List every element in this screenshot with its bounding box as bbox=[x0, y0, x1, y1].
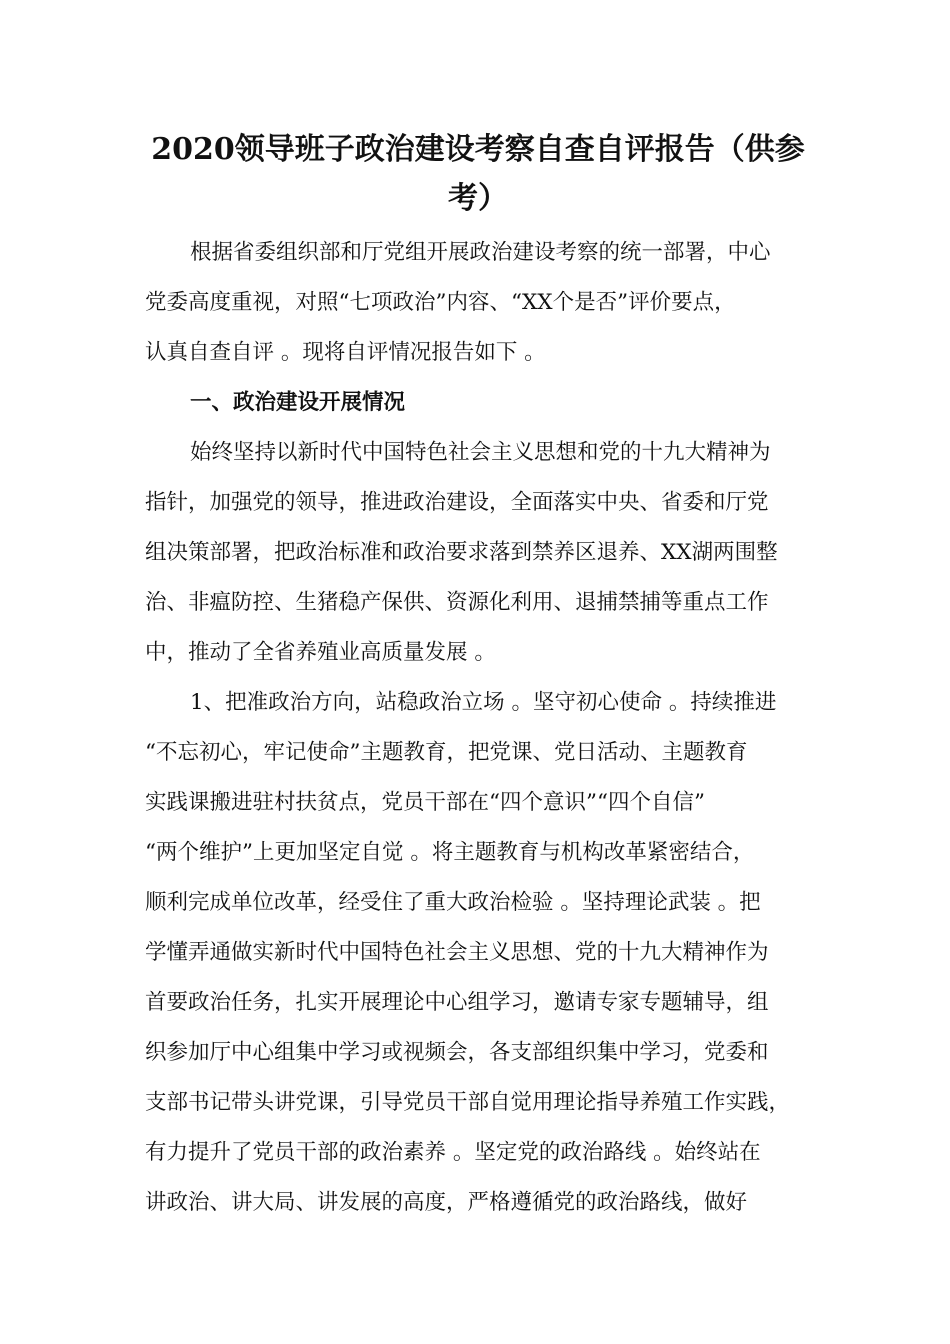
paragraph-line: 党委高度重视，对照“七项政治”内容、“XX个是否”评价要点， bbox=[145, 290, 736, 315]
paragraph-line: 织参加厅中心组集中学习或视频会，各支部组织集中学习，党委和 bbox=[145, 1040, 769, 1065]
paragraph-line: 中，推动了全省养殖业高质量发展 。 bbox=[145, 640, 496, 665]
paragraph-line: “两个维护”上更加坚定自觉 。将主题教育与机构改革紧密结合， bbox=[145, 840, 755, 865]
paragraph-line: 讲政治、讲大局、讲发展的高度，严格遵循党的政治路线，做好 bbox=[145, 1190, 748, 1215]
paragraph-line: 支部书记带头讲党课，引导党员干部自觉用理论指导养殖工作实践， bbox=[145, 1090, 791, 1115]
paragraph-line: 实践课搬进驻村扶贫点，党员干部在“四个意识”“四个自信” bbox=[145, 790, 705, 815]
paragraph-line: 始终坚持以新时代中国特色社会主义思想和党的十九大精神为 bbox=[190, 440, 771, 465]
paragraph-line: 首要政治任务，扎实开展理论中心组学习，邀请专家专题辅导，组 bbox=[145, 990, 769, 1015]
paragraph-line: 顺利完成单位改革，经受住了重大政治检验 。坚持理论武装 。把 bbox=[145, 890, 761, 915]
paragraph-line: 治、非瘟防控、生猪稳产保供、资源化利用、退捕禁捕等重点工作 bbox=[145, 590, 769, 615]
paragraph-line: “不忘初心，牢记使命”主题教育，把党课、党日活动、主题教育 bbox=[145, 740, 748, 765]
paragraph-line: 根据省委组织部和厅党组开展政治建设考察的统一部署，中心 bbox=[190, 240, 771, 265]
section-heading: 一、政治建设开展情况 bbox=[190, 390, 406, 415]
paragraph-line: 组决策部署，把政治标准和政治要求落到禁养区退养、XX湖两围整 bbox=[145, 540, 778, 565]
document-title-line-1: 2020领导班子政治建设考察自查自评报告（供参 bbox=[151, 132, 805, 167]
paragraph-line: 认真自查自评 。现将自评情况报告如下 。 bbox=[145, 340, 546, 365]
document-title-line-2: 考） bbox=[448, 181, 508, 216]
paragraph-line: 指针，加强党的领导，推进政治建设，全面落实中央、省委和厅党 bbox=[145, 490, 769, 515]
paragraph-line: 1、把准政治方向，站稳政治立场 。坚守初心使命 。持续推进 bbox=[190, 690, 777, 715]
paragraph-line: 学懂弄通做实新时代中国特色社会主义思想、党的十九大精神作为 bbox=[145, 940, 769, 965]
paragraph-line: 有力提升了党员干部的政治素养 。坚定党的政治路线 。始终站在 bbox=[145, 1140, 761, 1165]
